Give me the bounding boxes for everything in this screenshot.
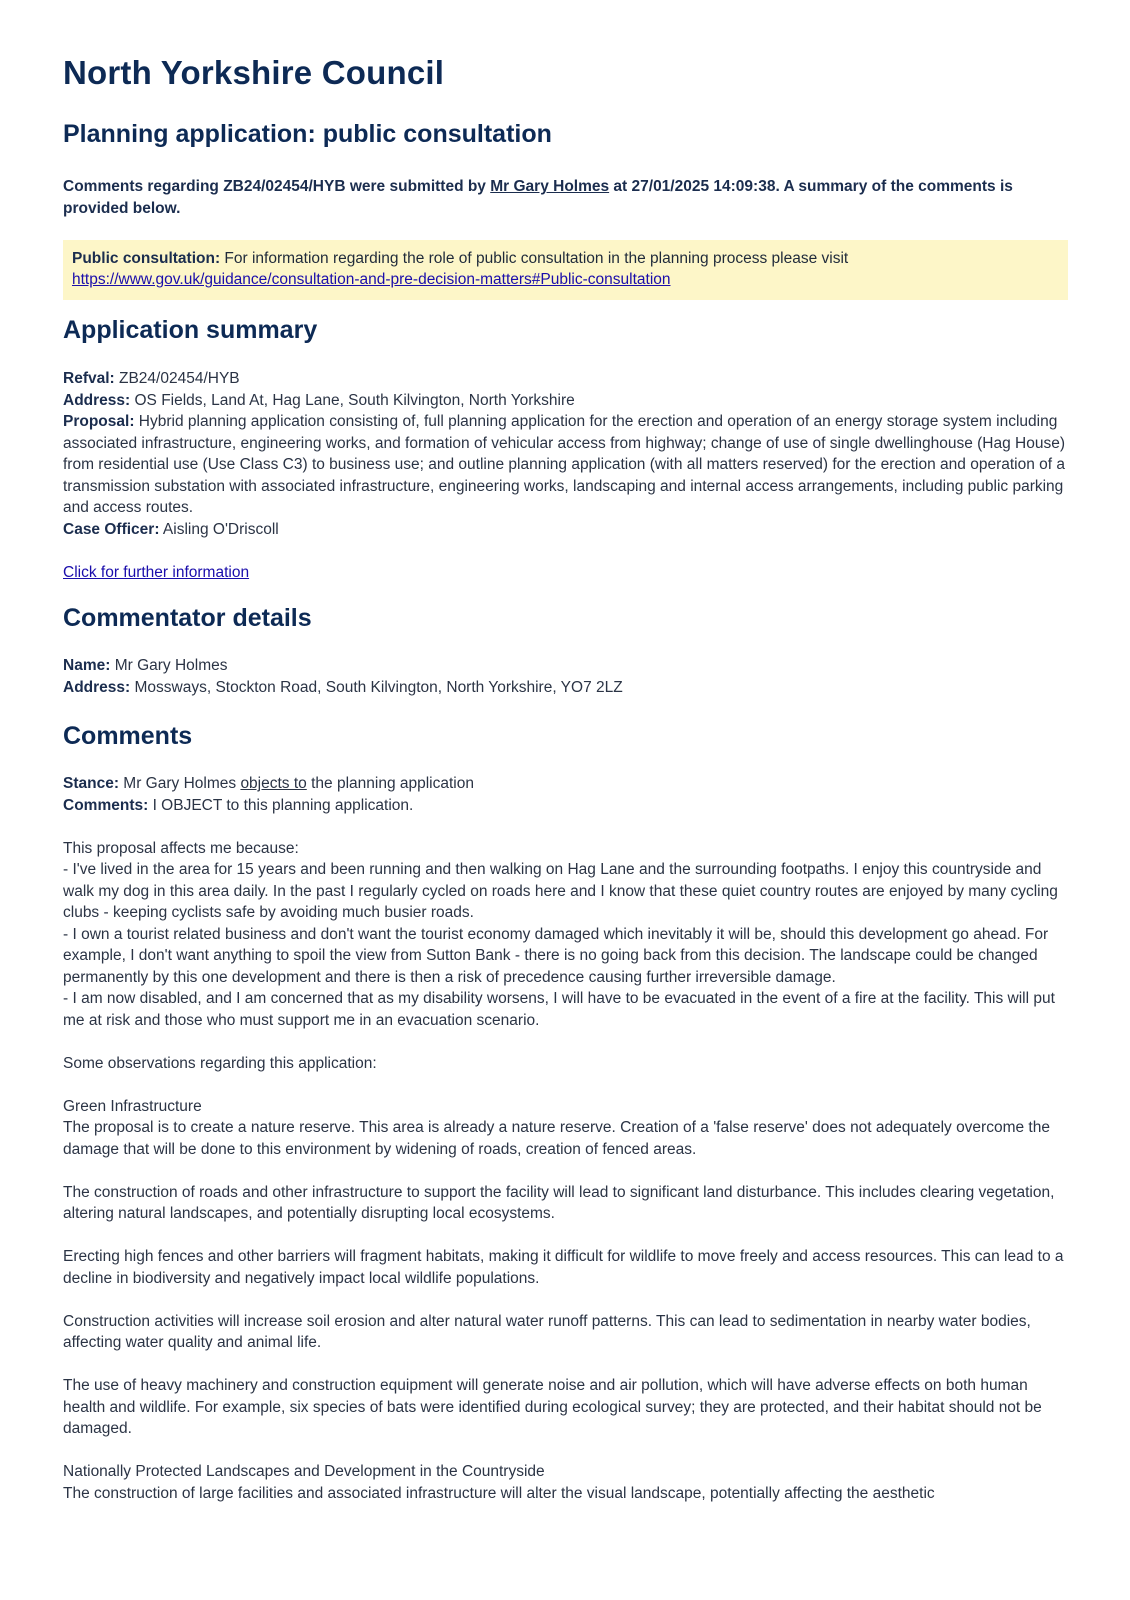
further-information-link[interactable]: Click for further information	[63, 563, 250, 581]
intro-suffix: at 27/01/2025 14:09:38. A summary of the comments is provided below.	[63, 178, 1013, 217]
stance-suffix: the planning application	[306, 775, 474, 792]
case-officer-value: Aisling O'Driscoll	[159, 520, 279, 538]
affects-point-1: - I've lived in the area for 15 years and been running and then walking on Hag Lane and the surrounding footpaths. I enjoy this countryside and walk my dog in this area daily. In the past I regularly cycled on roads here and I know that these quiet country routes are enjoyed by many cycling clubs - keeping cyclists safe by avoiding much busier roads.	[63, 861, 1058, 921]
comments-heading: Comments	[63, 722, 193, 750]
green-infrastructure-para-5: The use of heavy machinery and construction equipment will generate noise and air pollution, which will have adverse effects on both human health and wildlife. For example, six species of bats were identified during ecological survey; they are protected, and their habitat should not be damaged.	[63, 1377, 1042, 1437]
council-title: North Yorkshire Council	[63, 54, 445, 91]
affects-intro: This proposal affects me because:	[63, 839, 299, 857]
affects-point-2: - I own a tourist related business and don't want the tourist economy damaged which inevitably it will be, should this development go ahead. For example, I don't want anything to spoil the view from Sutton Bank - there is no going back from this decision. The landscape could be changed permanently by this one development and there is then a risk of precedence causing further irreversible damage.	[63, 925, 1049, 986]
address-value: OS Fields, Land At, Hag Lane, South Kilvington, North Yorkshire	[130, 391, 575, 409]
green-infrastructure-title: Green Infrastructure	[63, 1097, 202, 1115]
green-infrastructure-para-3: Erecting high fences and other barriers will fragment habitats, making it difficult for wildlife to move freely and access resources. This can lead to a decline in biodiversity and negatively impact local wildlife populations.	[63, 1248, 1064, 1287]
page-subtitle: Planning application: public consultation	[63, 120, 552, 148]
comments-row	[63, 795, 1068, 817]
green-infrastructure-para-2: The construction of roads and other infrastructure to support the facility will lead to significant land disturbance. This includes clearing vegetation, altering natural landscapes, and potentially disrupting local ecosystems.	[63, 1183, 1055, 1222]
application-summary	[63, 368, 1068, 583]
commentator-details	[63, 655, 1068, 698]
proposal-label: Proposal:	[63, 413, 135, 430]
affects-point-3: - I am now disabled, and I am concerned that as my disability worsens, I will have to be evacuated in the event of a fire at the facility. This will put me at risk and those who must support me in an evacuation scenario.	[63, 990, 1055, 1029]
stance-prefix: Mr Gary Holmes	[119, 775, 241, 792]
consultation-guidance-link[interactable]: https://www.gov.uk/guidance/consultation-and-pre-decision-matters#Public-consultation	[72, 271, 671, 288]
case-officer-label: Case Officer:	[63, 520, 160, 538]
commenter-link[interactable]: Mr Gary Holmes	[490, 178, 610, 195]
proposal-value: Hybrid planning application consisting of, full planning application for the erection and operation of an energy storage system including associated infrastructure, engineering works, and formation of vehicular access from highway; change of use of single dwellinghouse (Hag House) from residential use (Use Class C3) to business use; and outline planning application (with all matters reserved) for the erection and operation of a transmission substation with associated infrastructure, engineering works, landscaping and internal access arrangements, including public parking and access routes.	[63, 413, 1066, 516]
observations-intro: Some observations regarding this application:	[63, 1054, 377, 1072]
commentator-address-row	[63, 677, 1068, 699]
green-infrastructure-para-1: The proposal is to create a nature reserve. This area is already a nature reserve. Creation of a 'false reserve' does not adequately overcome the damage that will be done to this environment by widening of roads, creation of fenced areas.	[63, 1119, 1050, 1158]
commentator-details-heading: Commentator details	[63, 604, 312, 632]
protected-landscapes-para-1: The construction of large facilities and associated infrastructure will alter the visual landscape, potentially affecting the aesthetic	[63, 1484, 935, 1502]
refval-row	[63, 368, 1068, 390]
public-consultation-notice	[63, 240, 1068, 300]
stance-link[interactable]: objects to	[240, 775, 307, 792]
commentator-address-label: Address:	[63, 678, 131, 696]
stance-label: Stance:	[63, 775, 119, 792]
commentator-address-value: Mossways, Stockton Road, South Kilvington, North Yorkshire, YO7 2LZ	[130, 678, 623, 696]
refval-value: ZB24/02454/HYB	[114, 370, 240, 387]
commentator-name-label: Name:	[63, 657, 111, 674]
comments-label: Comments:	[63, 796, 149, 814]
submission-intro	[63, 176, 1068, 220]
address-row	[63, 390, 1068, 412]
stance-row	[63, 773, 1068, 795]
comments-body	[63, 773, 1068, 1504]
commentator-name-row	[63, 655, 1068, 677]
case-officer-row	[63, 519, 1068, 541]
address-label: Address:	[63, 391, 131, 409]
commentator-name-value: Mr Gary Holmes	[110, 657, 228, 674]
intro-prefix: Comments regarding ZB24/02454/HYB were submitted by	[63, 178, 491, 195]
comments-intro: I OBJECT to this planning application.	[148, 796, 414, 814]
notice-text: For information regarding the role of public consultation in the planning process please visit	[220, 250, 849, 267]
proposal-row	[63, 411, 1068, 519]
green-infrastructure-para-4: Construction activities will increase soil erosion and alter natural water runoff patterns. This can lead to sedimentation in nearby water bodies, affecting water quality and animal life.	[63, 1312, 1031, 1351]
application-summary-heading: Application summary	[63, 316, 318, 344]
protected-landscapes-title: Nationally Protected Landscapes and Development in the Countryside	[63, 1463, 545, 1480]
refval-label: Refval:	[63, 370, 115, 387]
notice-label: Public consultation:	[72, 250, 221, 267]
